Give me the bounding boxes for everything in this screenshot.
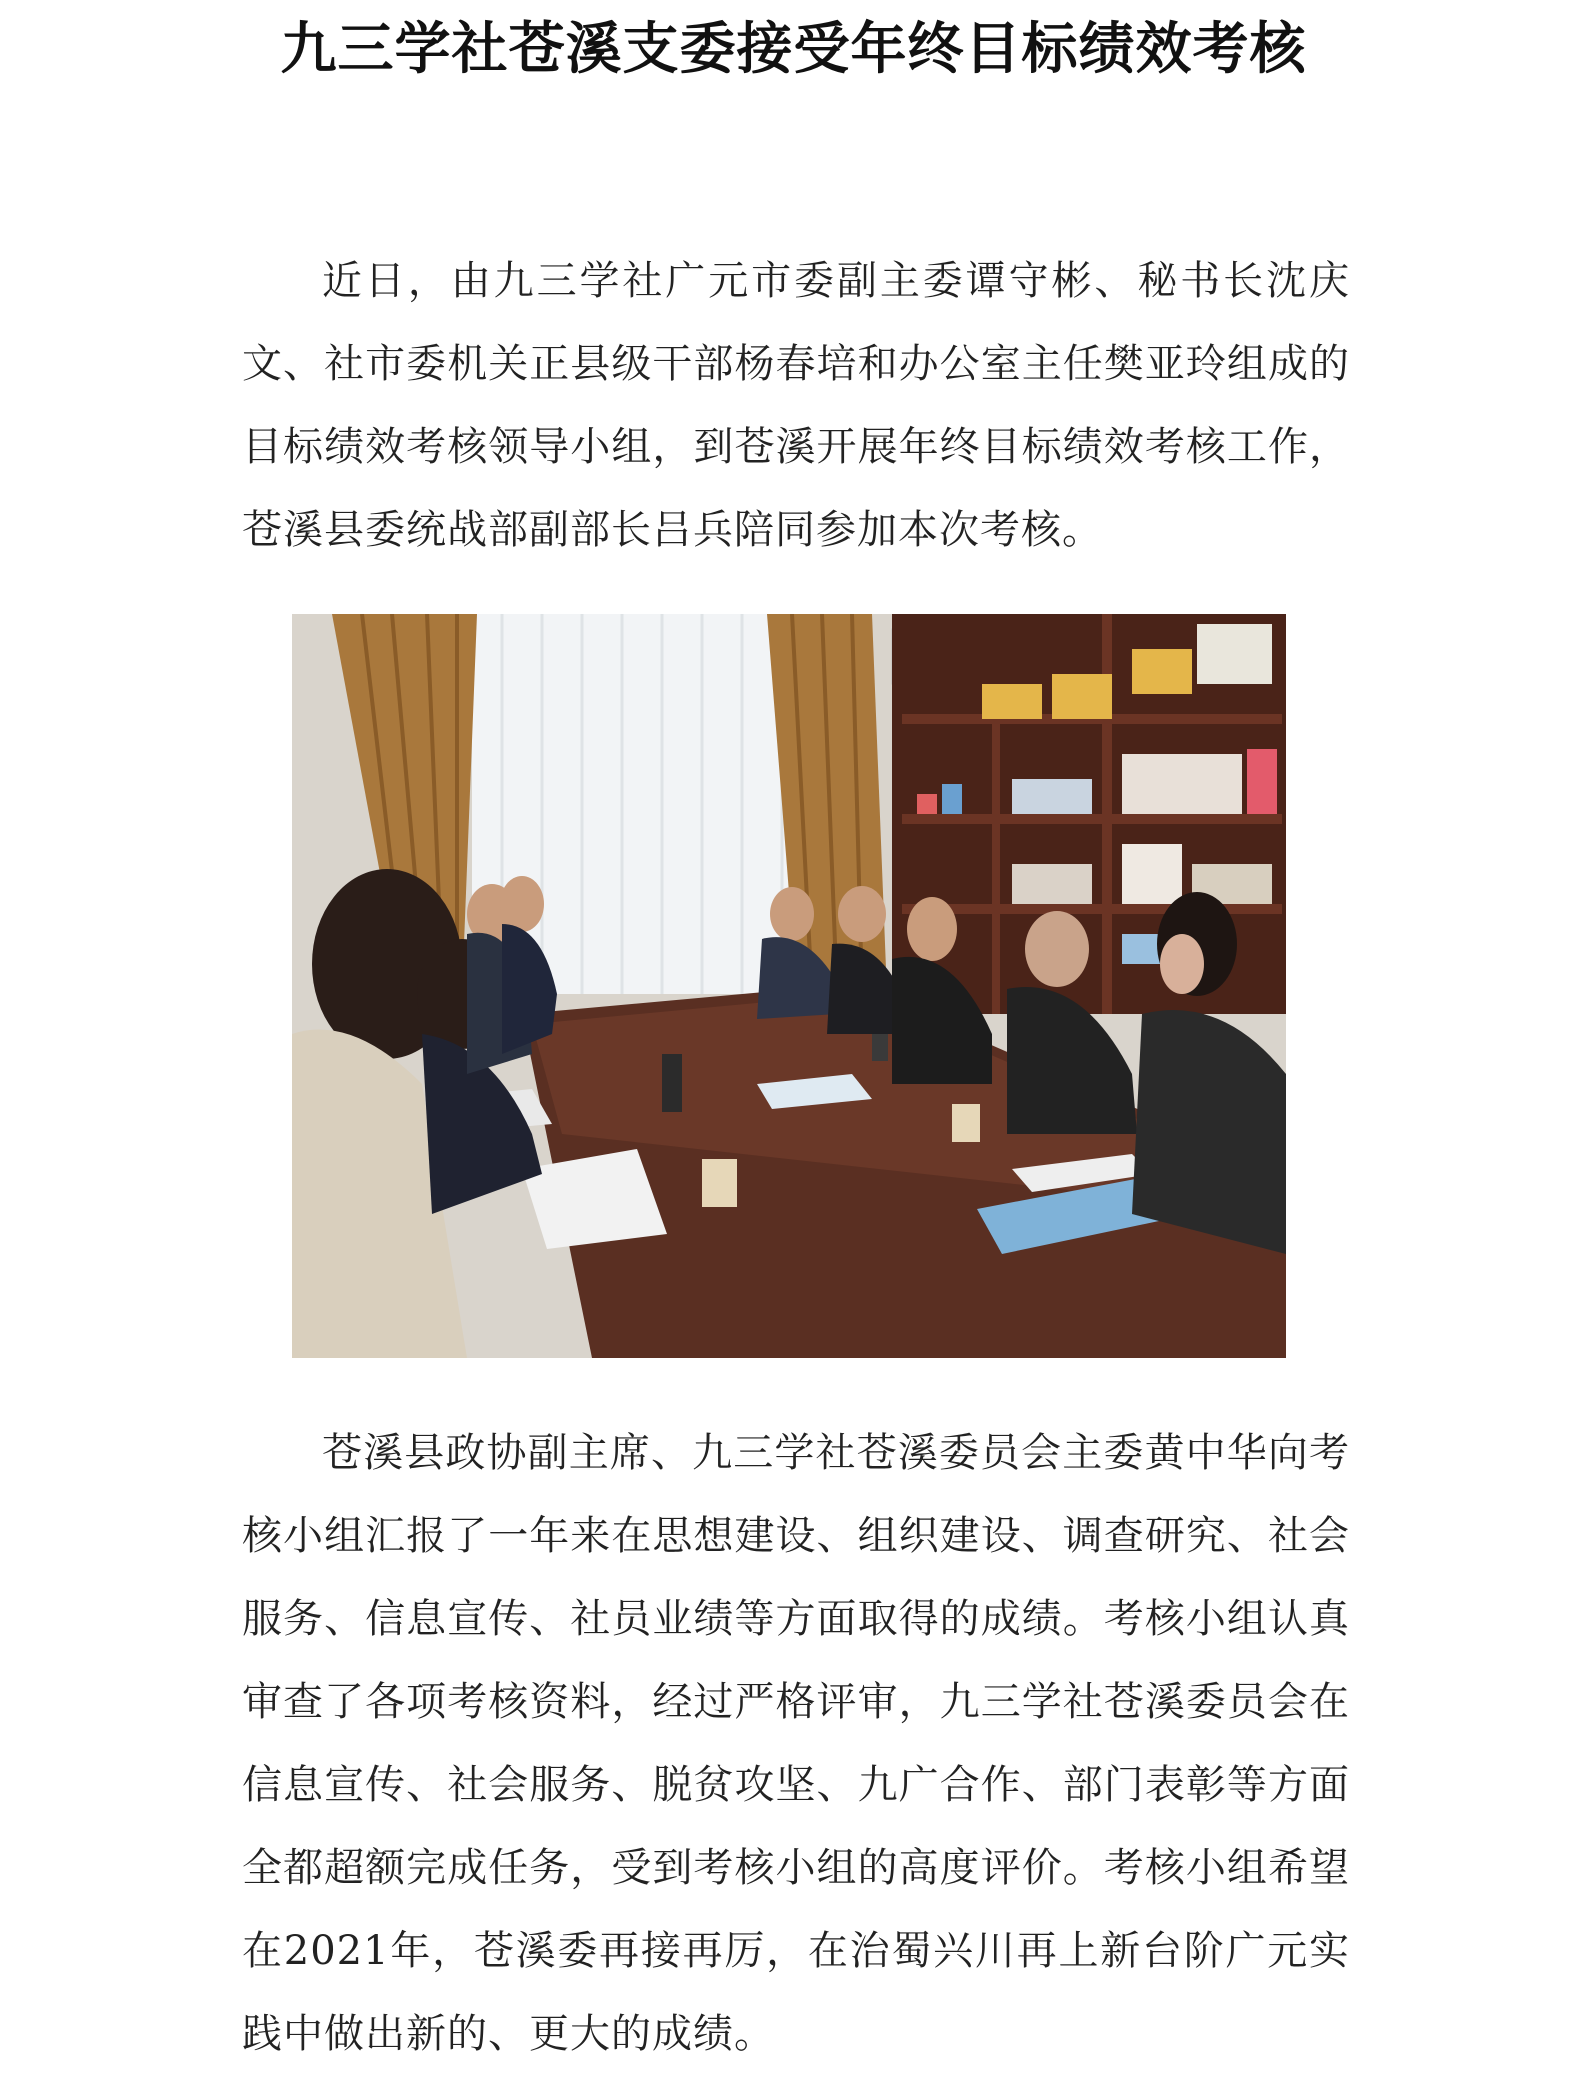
paragraph-text: 苍溪县政协副主席、九三学社苍溪委员会主委黄中华向考核小组汇报了一年来在思想建设、组织建设、调查研究、社会服务、信息宣传、社员业绩等方面取得的成绩。考核小组认真审查了各项考核资料，经过严格评审，九三学社苍溪委员会在信息宣传、社会服务、脱贫攻坚、九广合作、部门表彰等方面全都超额完成任务，受到考核小组的高度评价。考核小组希望在2021年，苍溪委再接再厉，在治蜀兴川再上新台阶广元实践中做出新的、更大的成绩。 bbox=[242, 1430, 1350, 2057]
paragraph-text: 近日，由九三学社广元市委副主委谭守彬、秘书长沈庆文、社市委机关正县级干部杨春培和办公室主任樊亚玲组成的目标绩效考核领导小组，到苍溪开展年终目标绩效考核工作，苍溪县委统战部副部长吕兵陪同参加本次考核。 bbox=[242, 258, 1350, 553]
document-title: 九三学社苍溪支委接受年终目标绩效考核 bbox=[280, 17, 1307, 82]
paragraph-intro bbox=[242, 240, 1350, 572]
meeting-photo bbox=[292, 614, 1286, 1358]
paragraph-report bbox=[242, 1412, 1350, 2076]
